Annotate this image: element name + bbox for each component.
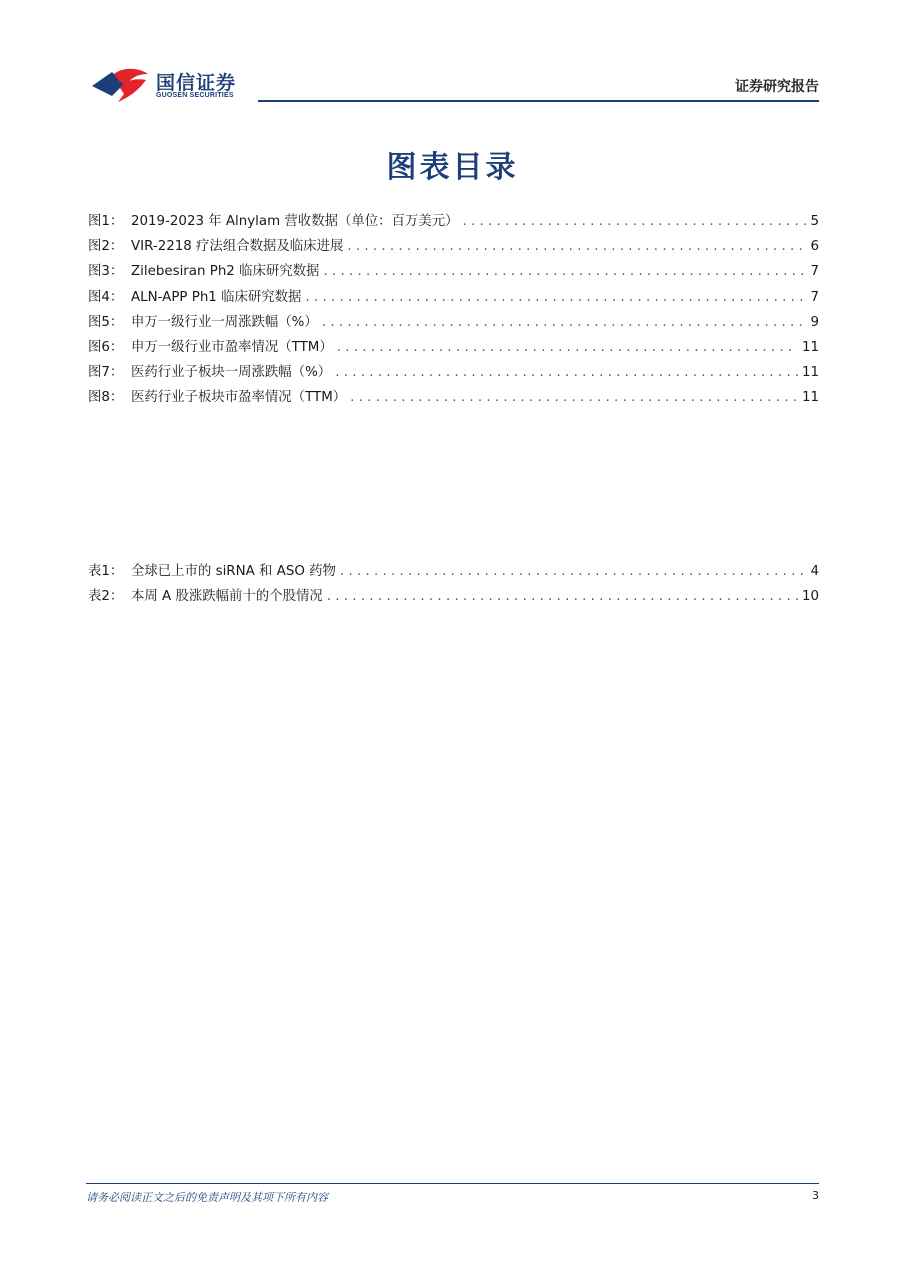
toc-entry-page: 7 (810, 289, 819, 305)
dot-leader (323, 264, 806, 279)
toc-entry-title: 医药行业子板块市盈率情况（TTM） (131, 390, 347, 406)
dot-leader (350, 390, 798, 405)
toc-entry-title: 申万一级行业一周涨跌幅（%） (131, 314, 318, 330)
brand-name-cn: 国信证券 (156, 72, 237, 94)
toc-entry-figure-7[interactable] (88, 361, 819, 386)
toc-entry-title: 全球已上市的 siRNA 和 ASO 药物 (131, 564, 336, 579)
guosen-logo (90, 66, 260, 106)
footer-disclaimer: 请务必阅读正文之后的免责声明及其项下所有内容 (86, 1191, 328, 1204)
page-number: 3 (812, 1189, 819, 1202)
toc-entry-prefix: 表1： (88, 564, 124, 579)
toc-entry-title: 申万一级行业市盈率情况（TTM） (131, 339, 333, 355)
toc-entry-title: Zilebesiran Ph2 临床研究数据 (131, 264, 320, 280)
toc-entry-figure-3[interactable] (88, 260, 819, 285)
report-type-label: 证券研究报告 (735, 79, 819, 95)
toc-entry-page: 5 (810, 214, 819, 229)
toc-entry-page: 7 (810, 264, 819, 280)
toc-entry-prefix: 图7： (88, 365, 124, 381)
toc-entry-prefix: 图5： (88, 314, 124, 330)
toc-entry-figure-5[interactable] (88, 311, 819, 336)
toc-entry-title: 医药行业子板块一周涨跌幅（%） (131, 365, 332, 381)
dot-leader (322, 315, 807, 330)
toc-entry-page: 10 (801, 589, 819, 605)
toc-entry-figure-4[interactable] (88, 286, 819, 311)
dot-leader (340, 564, 807, 579)
toc-entry-prefix: 图3： (88, 264, 124, 280)
toc-entry-table-2[interactable] (88, 585, 819, 610)
page-title: 图表目录 (386, 150, 519, 185)
toc-entry-prefix: 表2： (88, 589, 124, 605)
toc-entry-page: 6 (810, 239, 819, 255)
toc-entry-title: ALN-APP Ph1 临床研究数据 (131, 289, 302, 305)
toc-entry-page: 9 (810, 314, 819, 330)
table-list (88, 560, 819, 610)
figure-list (88, 210, 819, 412)
dot-leader (327, 589, 798, 604)
toc-entry-figure-1[interactable] (88, 210, 819, 235)
dot-leader (463, 214, 807, 229)
toc-entry-prefix: 图2： (88, 239, 124, 255)
dot-leader (347, 239, 806, 254)
dot-leader (335, 365, 798, 380)
toc-entry-figure-8[interactable] (88, 386, 819, 411)
toc-entry-figure-6[interactable] (88, 336, 819, 361)
toc-entry-page: 11 (801, 365, 819, 381)
toc-entry-table-1[interactable] (88, 560, 819, 585)
toc-entry-page: 11 (801, 390, 819, 406)
dot-leader (305, 290, 806, 305)
toc-entry-title: 本周 A 股涨跌幅前十的个股情况 (131, 589, 323, 605)
toc-entry-prefix: 图1： (88, 214, 124, 229)
toc-entry-prefix: 图6： (88, 339, 124, 355)
header-divider (258, 100, 819, 102)
brand-name-en: GUOSEN SECURITIES (156, 92, 234, 99)
toc-entry-prefix: 图4： (88, 289, 124, 305)
dot-leader (337, 340, 798, 355)
footer-divider (86, 1183, 819, 1184)
toc-entry-title: 2019-2023 年 Alnylam 营收数据（单位：百万美元） (131, 214, 459, 229)
toc-entry-page: 4 (810, 564, 819, 579)
toc-entry-prefix: 图8： (88, 390, 124, 406)
toc-entry-page: 11 (801, 339, 819, 355)
toc-entry-title: VIR-2218 疗法组合数据及临床进展 (131, 239, 344, 255)
guosen-logo-mark (90, 66, 152, 106)
toc-entry-figure-2[interactable] (88, 235, 819, 260)
